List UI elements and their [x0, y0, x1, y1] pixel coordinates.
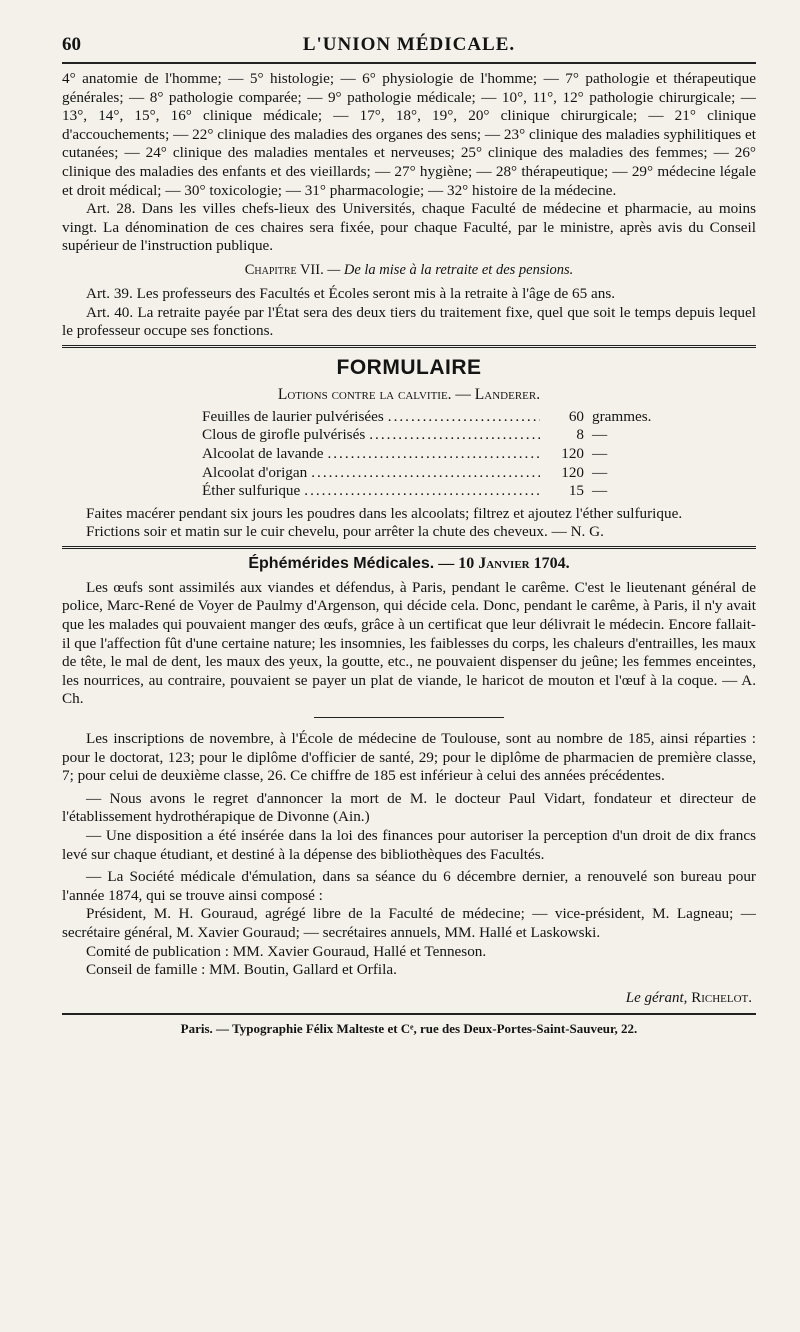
ingredient-name: Clous de girofle pulvérisés [202, 426, 366, 444]
ingredient-name: Alcoolat d'origan [202, 463, 308, 481]
footer-rule [62, 1013, 756, 1015]
printer-imprint: Paris. — Typographie Félix Malteste et Cᵉ, rue des Deux-Portes-Saint-Sauveur, 22. [180, 1020, 638, 1036]
ingredient-quantity: 15 [568, 482, 584, 500]
ingredient-unit: — [592, 463, 608, 481]
ingredient-row [202, 426, 672, 445]
ingredient-name: Éther sulfurique [202, 482, 301, 500]
article-28: Art. 28. Dans les villes chefs-lieux des Universités, chaque Faculté de médecine et pharmacie, au moins vingt. La dénomination de ces chaires sera fixée, pour chaque Faculté, par le ministre, après avis du Conseil supérieur de l'instruction publique. [62, 200, 756, 255]
signature [62, 990, 752, 1007]
page-header [62, 28, 756, 56]
leader-dots [304, 482, 540, 501]
news-item: — Une disposition a été insérée dans la loi des finances pour autoriser la perception d'un droit de dix francs levé sur chaque étudiant, et destiné à la dépense des bibliothèques des Facultés. [62, 827, 756, 863]
chapter-label: Chapitre VII. [244, 261, 324, 278]
section-divider [62, 345, 756, 348]
article-40: Art. 40. La retraite payée par l'État sera des deux tiers du traitement fixe, quel que soit le temps depuis lequel le professeur occupe ses fonctions. [62, 303, 756, 340]
ingredients-list [202, 408, 672, 501]
ingredient-unit: — [592, 444, 608, 462]
ingredient-quantity: 60 [568, 407, 584, 425]
ingredient-row [202, 445, 672, 464]
news-item: Président, M. H. Gouraud, agrégé libre de la Faculté de médecine; — vice-président, M. Lagneau; — secrétaire général, M. Xavier Gouraud; — secrétaires annuels, MM. Hallé et Laskowski. [62, 905, 756, 941]
ephemerides-text: Les œufs sont assimilés aux viandes et défendus, à Paris, pendant le carême. C'est le lieutenant général de police, Marc-René de Voyer de Paulmy d'Argenson, qui décide cela. Donc, pendant le carême, à Paris, il n'y avait que les malades qui pouvaient manger des œufs, grâce à un certificat que leur délivrait le médecin. Encore fallait-il que l'affection fût d'une certaine nature; les insomnies, les faiblesses du corps, les chaleurs d'entrailles, les maux de tête, le mal de dent, les maux des yeux, la goutte, etc., ne pouvaient dispenser du jeûne; les femmes enceintes, les nourrices, au contraire, pouvaient se payer un plat de viande, le haricot de mouton et l'œuf à la coque. — A. Ch. [62, 578, 756, 708]
article-39: Art. 39. Les professeurs des Facultés et Écoles seront mis à la retraite à l'âge de 65 ans. [86, 284, 616, 302]
news-item: — Nous avons le regret d'annoncer la mort de M. le docteur Paul Vidart, fondateur et directeur de l'établissement hydrothérapique de Divonne (Ain.) [62, 789, 756, 826]
ingredient-row [202, 482, 672, 501]
intro-paragraph: 4° anatomie de l'homme; — 5° histologie; — 6° physiologie de l'homme; — 7° pathologie et thérapeutique générales; — 8° pathologie comparée; — 9° pathologie médicale; — 10°, 11°, 12° pathologie chirurgicale; — 13°, 14°, 15°, 16° clinique médicale; — 17°, 18°, 19°, 20° clinique chirurgicale; — 21° clinique d'accouchements; — 22° clinique des maladies des organes des sens; — 23° clinique des maladies syphilitiques et cutanées; — 24° clinique des maladies mentales et nerveuses; 25° clinique des maladies des femmes; — 26° clinique des maladies des enfants et des vieillards; — 27° hygiène; — 28° thérapeutique; — 29° médecine légale et droit médical; — 30° toxicologie; — 31° pharmacologie; — 32° histoire de la médecine. [62, 70, 756, 199]
ingredient-quantity: 8 [576, 426, 584, 444]
running-title: L'UNION MÉDICALE. [302, 34, 516, 55]
ingredient-unit: — [592, 482, 608, 500]
ingredient-name: Alcoolat de lavande [202, 444, 324, 462]
recipe-instructions: Faites macérer pendant six jours les poudres dans les alcoolats; filtrez et ajoutez l'éther sulfurique. [86, 504, 683, 522]
ingredient-quantity: 120 [561, 444, 584, 462]
ephemerides-heading [62, 555, 756, 573]
ephemerides-title: Éphémérides Médicales. [248, 554, 435, 572]
chapter-title: — De la mise à la retraite et des pensions. [327, 261, 574, 278]
news-item: Les inscriptions de novembre, à l'École de médecine de Toulouse, sont au nombre de 185, ainsi réparties : pour le doctorat, 123; pour le diplôme d'officier de santé, 29; pour le diplôme de pharmacien de première classe, 7; pour celui de deuxième classe, 26. Ce chiffre de 185 est inférieur à celui des années précédentes. [62, 730, 756, 785]
ingredient-row [202, 464, 672, 483]
chapter-heading [62, 262, 756, 279]
ingredient-name: Feuilles de laurier pulvérisées [202, 407, 384, 425]
ingredient-quantity: 120 [561, 463, 584, 481]
signature-role: Le gérant, [625, 989, 688, 1006]
news-item: Conseil de famille : MM. Boutin, Gallard et Orfila. [86, 961, 397, 979]
header-rule [62, 62, 756, 64]
short-divider [314, 717, 504, 718]
leader-dots [369, 426, 540, 445]
signature-name: Richelot. [691, 989, 752, 1006]
news-item: Comité de publication : MM. Xavier Gouraud, Hallé et Tenneson. [86, 942, 487, 960]
leader-dots [311, 464, 540, 483]
ingredient-unit: — [592, 426, 608, 444]
section-divider [62, 546, 756, 549]
ephemerides-date: — 10 Janvier 1704. [438, 554, 570, 572]
formulaire-title: FORMULAIRE [336, 355, 482, 379]
recipe-usage: Frictions soir et matin sur le cuir chevelu, pour arrêter la chute des cheveux. — N. G. [86, 523, 604, 541]
ingredient-row [202, 408, 672, 427]
ingredient-unit: grammes. [592, 407, 652, 425]
recipe-title: Lotions contre la calvitie. — Landerer. [277, 385, 541, 403]
page-number: 60 [62, 34, 81, 55]
leader-dots [327, 445, 540, 464]
news-item: — La Société médicale d'émulation, dans sa séance du 6 décembre dernier, a renouvelé son bureau pour l'année 1874, qui se trouve ainsi composé : [62, 868, 756, 904]
leader-dots [388, 408, 540, 427]
